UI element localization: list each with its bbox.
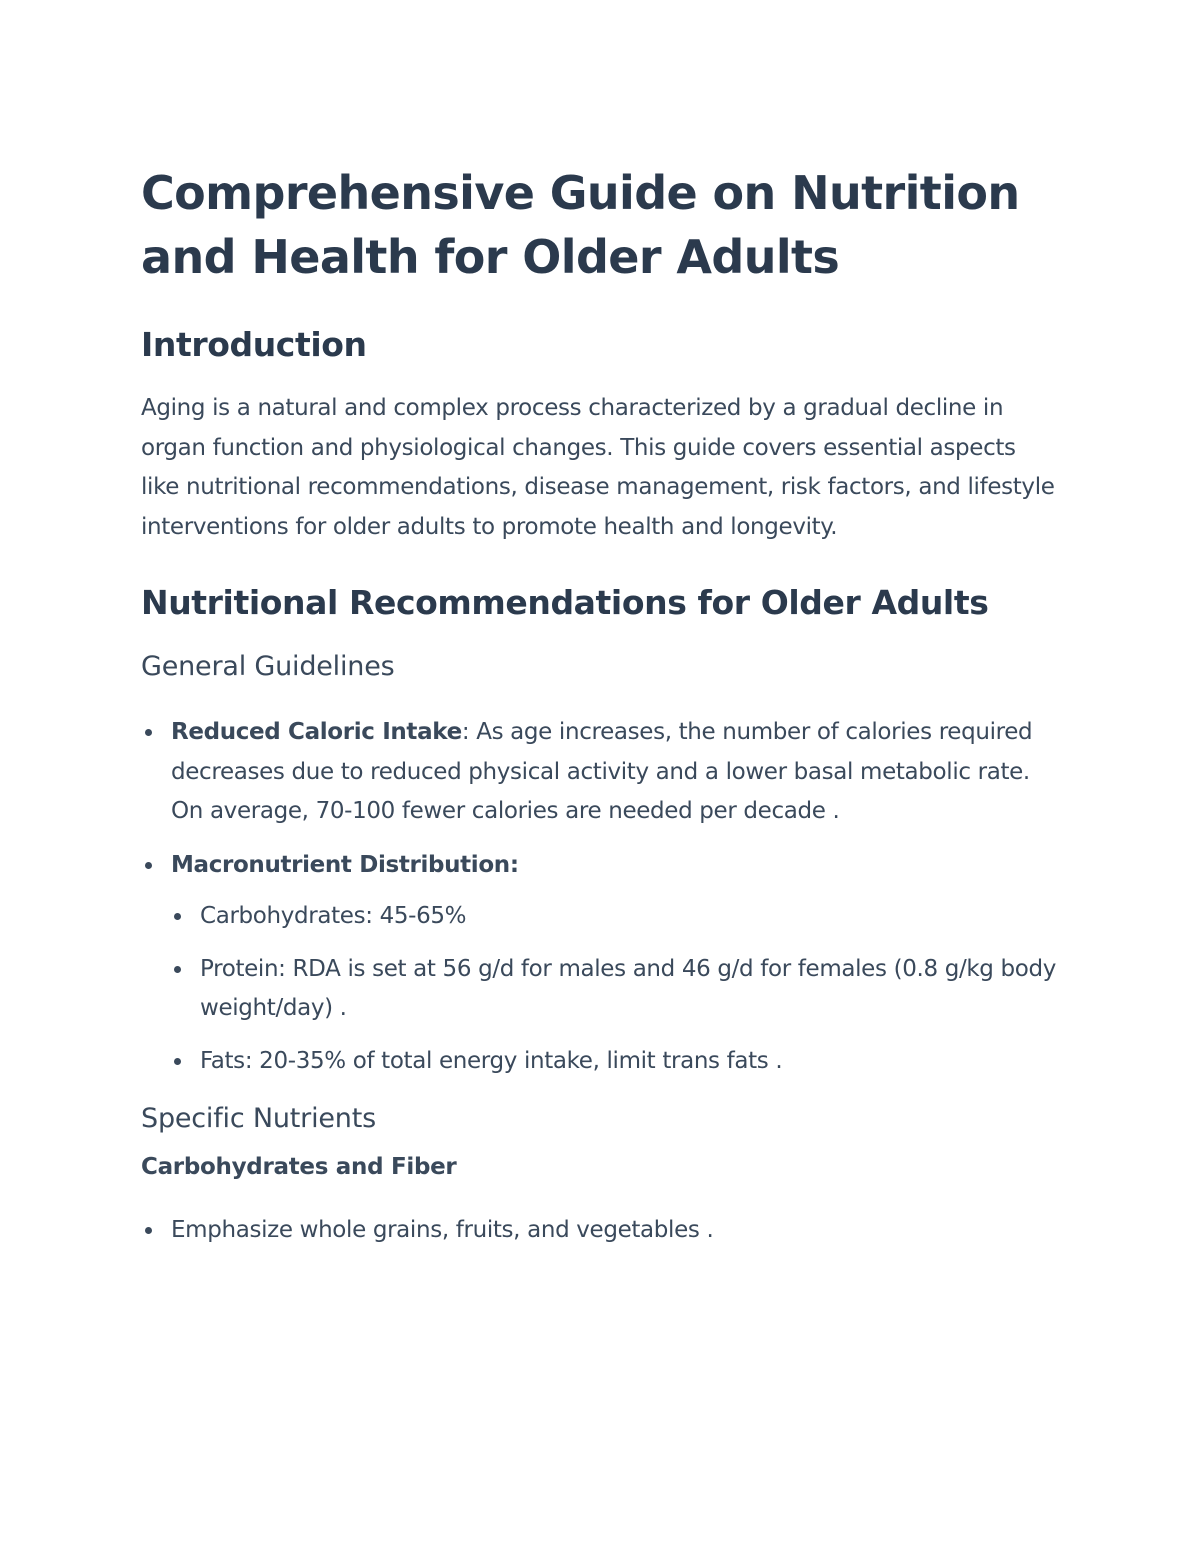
caloric-intake-label: Reduced Caloric Intake: [171, 719, 462, 745]
carbohydrates-fiber-heading: Carbohydrates and Fiber: [141, 1154, 457, 1180]
macronutrient-label: [171, 852, 519, 878]
list-item-carbohydrates: [200, 897, 1060, 937]
bullet-icon: [174, 966, 181, 973]
specific-nutrients-heading: Specific Nutrients: [141, 1103, 376, 1134]
general-guidelines-list: [141, 713, 1060, 1081]
introduction-heading: Introduction: [141, 325, 367, 364]
sublist-item-text: Fats: 20-35% of total energy intake, limit trans fats .: [200, 1047, 783, 1074]
list-item-whole-grains: [171, 1211, 1060, 1251]
list-item-text: Emphasize whole grains, fruits, and vegetables .: [171, 1217, 714, 1243]
bullet-icon: [174, 913, 181, 920]
macronutrient-sublist: [171, 897, 1060, 1081]
introduction-paragraph: Aging is a natural and complex process characterized by a gradual decline in organ function and physiological changes. This guide covers essential aspects like nutritional recommendations, disease management, risk factors, and lifestyle interventions for older adults to promote health and longevity.: [141, 395, 1055, 540]
sublist-item-text: Carbohydrates: 45-65%: [200, 903, 467, 929]
general-guidelines-heading: General Guidelines: [141, 651, 395, 682]
list-item-macronutrient-distribution: [171, 846, 1060, 1082]
caloric-intake-text: : As age increases, the number of calories required decreases due to reduced physical activity and a lower basal metabolic rate. On average, 70-100 fewer calories are needed per decade .: [171, 719, 1033, 824]
list-item-fats: [200, 1042, 1060, 1082]
nutritional-recommendations-heading: Nutritional Recommendations for Older Adults: [141, 583, 989, 622]
macronutrient-label-suffix: :: [509, 851, 519, 878]
bullet-icon: [145, 729, 152, 736]
bullet-icon: [174, 1058, 181, 1065]
sublist-item-text: Protein: RDA is set at 56 g/d for males and 46 g/d for females (0.8 g/kg body weight/day) .: [200, 955, 1057, 1021]
bullet-icon: [145, 1227, 152, 1234]
carbohydrates-fiber-list: [141, 1211, 1060, 1251]
list-item-reduced-caloric-intake: [171, 713, 1060, 832]
macronutrient-label-text: Macronutrient Distribution: [171, 851, 510, 878]
document-title: Comprehensive Guide on Nutrition and Health for Older Adults: [141, 166, 1020, 284]
bullet-icon: [145, 862, 152, 869]
list-item-protein: [200, 950, 1060, 1029]
